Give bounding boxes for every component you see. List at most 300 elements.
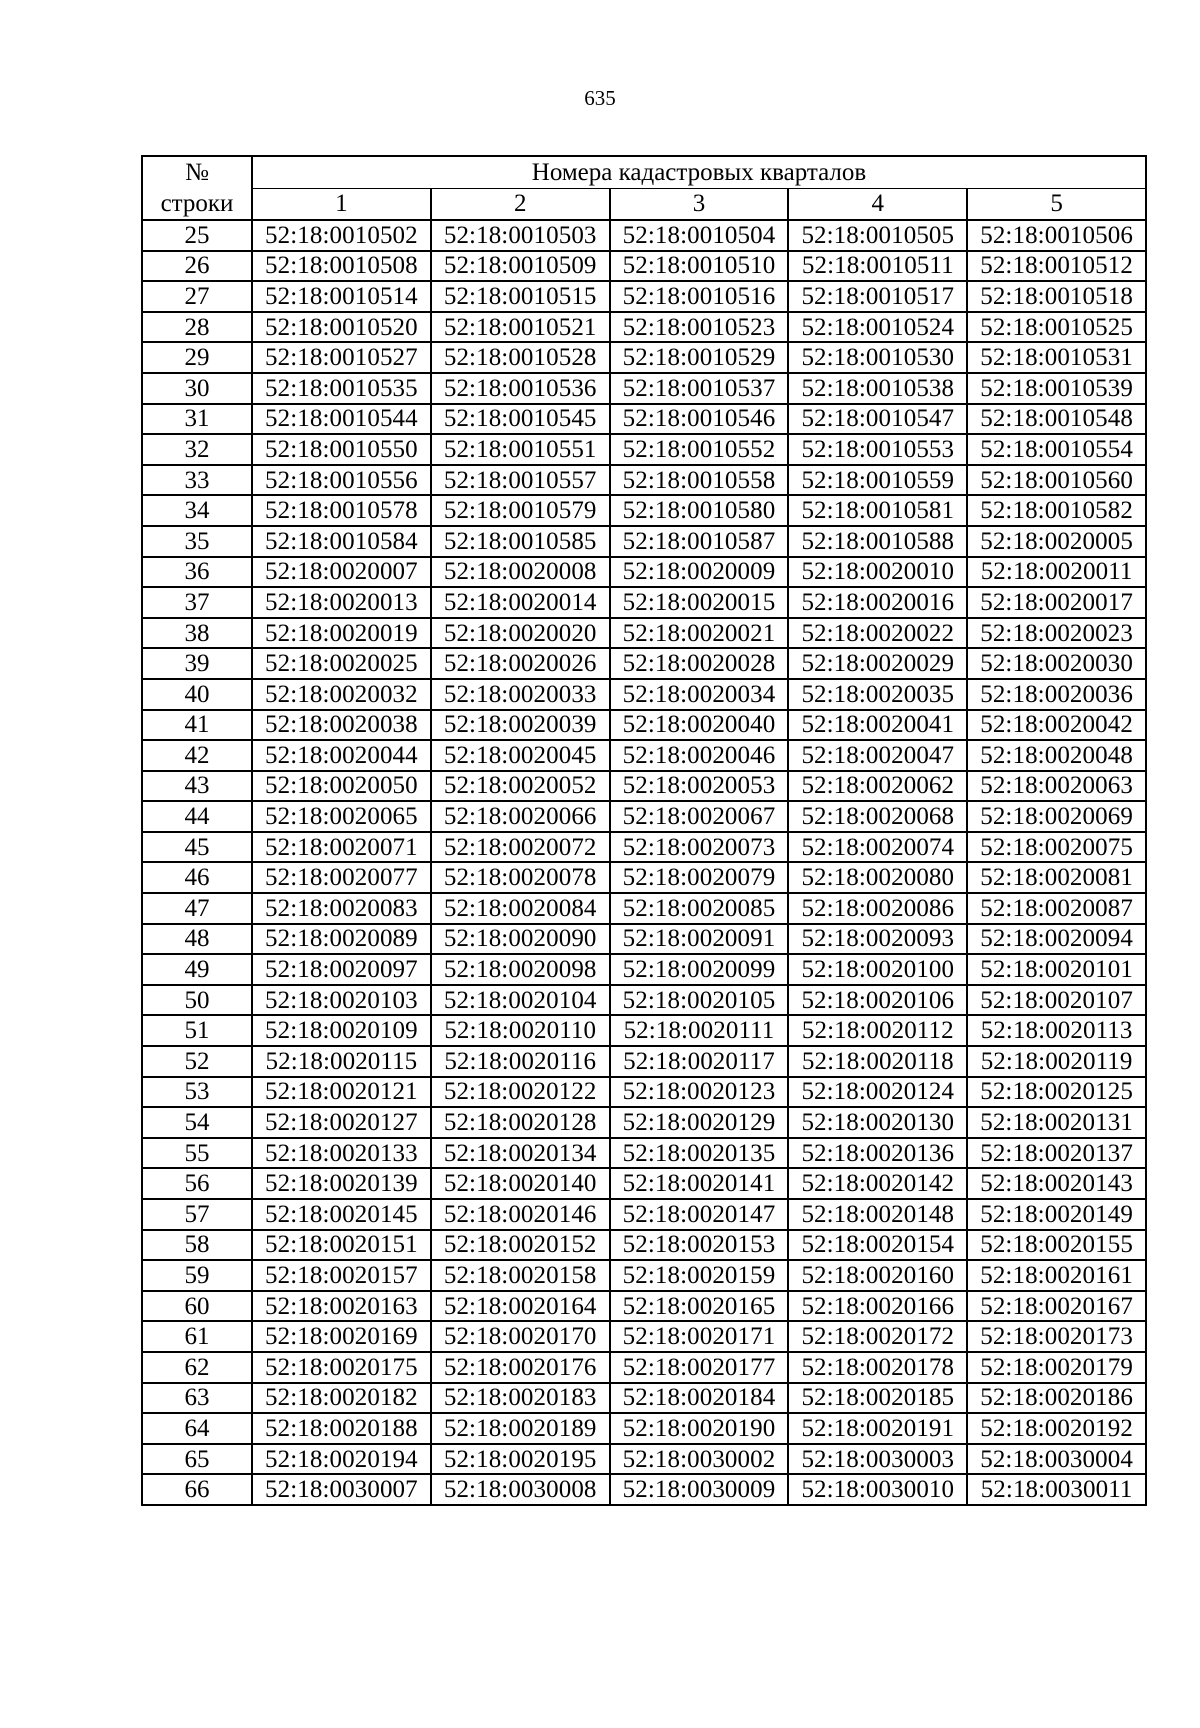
cadastral-number-cell: 52:18:0020080 xyxy=(788,862,967,893)
cadastral-number-cell: 52:18:0020195 xyxy=(431,1444,610,1475)
cadastral-number-cell: 52:18:0010579 xyxy=(431,495,610,526)
row-number-cell: 31 xyxy=(142,404,252,435)
cadastral-number-cell: 52:18:0030003 xyxy=(788,1444,967,1475)
table-row xyxy=(142,862,1146,893)
table-row xyxy=(142,801,1146,832)
cadastral-number-cell: 52:18:0020093 xyxy=(788,924,967,955)
cadastral-number-cell: 52:18:0020011 xyxy=(967,557,1146,588)
cadastral-number-cell: 52:18:0020130 xyxy=(788,1107,967,1138)
cadastral-number-cell: 52:18:0010525 xyxy=(967,312,1146,343)
cadastral-number-cell: 52:18:0020050 xyxy=(252,771,431,802)
cadastral-number-cell: 52:18:0010556 xyxy=(252,465,431,496)
table-row xyxy=(142,1444,1146,1475)
table-row xyxy=(142,1291,1146,1322)
table-row xyxy=(142,1230,1146,1261)
cadastral-number-cell: 52:18:0020101 xyxy=(967,954,1146,985)
cadastral-number-cell: 52:18:0020176 xyxy=(431,1352,610,1383)
table-row xyxy=(142,465,1146,496)
cadastral-number-cell: 52:18:0020142 xyxy=(788,1168,967,1199)
cadastral-number-cell: 52:18:0020089 xyxy=(252,924,431,955)
cadastral-number-cell: 52:18:0010505 xyxy=(788,220,967,251)
cadastral-number-cell: 52:18:0020086 xyxy=(788,893,967,924)
cadastral-number-cell: 52:18:0020023 xyxy=(967,618,1146,649)
table-header xyxy=(142,156,1146,220)
cadastral-number-cell: 52:18:0020170 xyxy=(431,1321,610,1352)
cadastral-number-cell: 52:18:0010553 xyxy=(788,434,967,465)
table-body xyxy=(142,220,1146,1505)
cadastral-number-cell: 52:18:0020014 xyxy=(431,587,610,618)
cadastral-number-cell: 52:18:0010517 xyxy=(788,281,967,312)
cadastral-number-cell: 52:18:0010508 xyxy=(252,251,431,282)
header-row-group xyxy=(142,156,1146,188)
cadastral-number-cell: 52:18:0010523 xyxy=(610,312,789,343)
cadastral-number-cell: 52:18:0020079 xyxy=(610,862,789,893)
row-number-header-label: строки xyxy=(142,188,252,220)
cadastral-number-cell: 52:18:0020029 xyxy=(788,648,967,679)
table-row xyxy=(142,434,1146,465)
cadastral-number-cell: 52:18:0020005 xyxy=(967,526,1146,557)
cadastral-number-cell: 52:18:0020016 xyxy=(788,587,967,618)
cadastral-number-cell: 52:18:0020073 xyxy=(610,832,789,863)
cadastral-number-cell: 52:18:0010511 xyxy=(788,251,967,282)
cadastral-number-cell: 52:18:0020030 xyxy=(967,648,1146,679)
row-number-cell: 45 xyxy=(142,832,252,863)
cadastral-number-cell: 52:18:0020119 xyxy=(967,1046,1146,1077)
cadastral-number-cell: 52:18:0030002 xyxy=(610,1444,789,1475)
cadastral-number-cell: 52:18:0020087 xyxy=(967,893,1146,924)
row-number-cell: 32 xyxy=(142,434,252,465)
row-number-cell: 46 xyxy=(142,862,252,893)
cadastral-number-cell: 52:18:0020140 xyxy=(431,1168,610,1199)
cadastral-number-cell: 52:18:0020159 xyxy=(610,1260,789,1291)
cadastral-number-cell: 52:18:0010588 xyxy=(788,526,967,557)
table-row xyxy=(142,740,1146,771)
cadastral-number-cell: 52:18:0020038 xyxy=(252,710,431,741)
cadastral-number-cell: 52:18:0010536 xyxy=(431,373,610,404)
table-row xyxy=(142,1138,1146,1169)
cadastral-number-cell: 52:18:0010520 xyxy=(252,312,431,343)
cadastral-number-cell: 52:18:0020034 xyxy=(610,679,789,710)
cadastral-number-cell: 52:18:0020090 xyxy=(431,924,610,955)
cadastral-numbers-header: Номера кадастровых кварталов xyxy=(252,156,1146,188)
cadastral-number-cell: 52:18:0020192 xyxy=(967,1413,1146,1444)
row-number-cell: 35 xyxy=(142,526,252,557)
cadastral-number-cell: 52:18:0020009 xyxy=(610,557,789,588)
cadastral-number-cell: 52:18:0010516 xyxy=(610,281,789,312)
cadastral-number-cell: 52:18:0020154 xyxy=(788,1230,967,1261)
row-number-cell: 40 xyxy=(142,679,252,710)
table-row xyxy=(142,1260,1146,1291)
cadastral-number-cell: 52:18:0020053 xyxy=(610,771,789,802)
cadastral-number-cell: 52:18:0020036 xyxy=(967,679,1146,710)
cadastral-number-cell: 52:18:0020173 xyxy=(967,1321,1146,1352)
cadastral-number-cell: 52:18:0020128 xyxy=(431,1107,610,1138)
table-row xyxy=(142,832,1146,863)
cadastral-number-cell: 52:18:0020077 xyxy=(252,862,431,893)
cadastral-number-cell: 52:18:0020179 xyxy=(967,1352,1146,1383)
cadastral-number-cell: 52:18:0020118 xyxy=(788,1046,967,1077)
cadastral-number-cell: 52:18:0010502 xyxy=(252,220,431,251)
cadastral-number-cell: 52:18:0020007 xyxy=(252,557,431,588)
row-number-cell: 66 xyxy=(142,1474,252,1505)
cadastral-number-cell: 52:18:0020143 xyxy=(967,1168,1146,1199)
table-row xyxy=(142,1383,1146,1414)
cadastral-number-cell: 52:18:0020182 xyxy=(252,1383,431,1414)
cadastral-number-cell: 52:18:0020066 xyxy=(431,801,610,832)
cadastral-number-cell: 52:18:0020171 xyxy=(610,1321,789,1352)
cadastral-number-cell: 52:18:0020158 xyxy=(431,1260,610,1291)
cadastral-number-cell: 52:18:0010552 xyxy=(610,434,789,465)
row-number-cell: 42 xyxy=(142,740,252,771)
cadastral-number-cell: 52:18:0020010 xyxy=(788,557,967,588)
cadastral-number-cell: 52:18:0020117 xyxy=(610,1046,789,1077)
cadastral-number-cell: 52:18:0010509 xyxy=(431,251,610,282)
table-row xyxy=(142,587,1146,618)
table-row xyxy=(142,557,1146,588)
cadastral-number-cell: 52:18:0010503 xyxy=(431,220,610,251)
cadastral-number-cell: 52:18:0020160 xyxy=(788,1260,967,1291)
row-number-cell: 65 xyxy=(142,1444,252,1475)
cadastral-number-cell: 52:18:0010544 xyxy=(252,404,431,435)
cadastral-number-cell: 52:18:0020042 xyxy=(967,710,1146,741)
cadastral-number-cell: 52:18:0020112 xyxy=(788,1015,967,1046)
cadastral-number-cell: 52:18:0020116 xyxy=(431,1046,610,1077)
table-row xyxy=(142,1321,1146,1352)
cadastral-number-cell: 52:18:0020097 xyxy=(252,954,431,985)
cadastral-number-cell: 52:18:0010580 xyxy=(610,495,789,526)
cadastral-number-cell: 52:18:0020137 xyxy=(967,1138,1146,1169)
cadastral-number-cell: 52:18:0020063 xyxy=(967,771,1146,802)
cadastral-number-cell: 52:18:0020172 xyxy=(788,1321,967,1352)
cadastral-number-cell: 52:18:0020078 xyxy=(431,862,610,893)
cadastral-number-cell: 52:18:0030004 xyxy=(967,1444,1146,1475)
cadastral-number-cell: 52:18:0020046 xyxy=(610,740,789,771)
table-row xyxy=(142,373,1146,404)
cadastral-number-cell: 52:18:0020136 xyxy=(788,1138,967,1169)
table-row xyxy=(142,771,1146,802)
cadastral-number-cell: 52:18:0020020 xyxy=(431,618,610,649)
cadastral-quarters-table xyxy=(141,155,1147,1506)
table-row xyxy=(142,1474,1146,1505)
cadastral-number-cell: 52:18:0010510 xyxy=(610,251,789,282)
cadastral-number-cell: 52:18:0020047 xyxy=(788,740,967,771)
row-number-cell: 41 xyxy=(142,710,252,741)
row-number-cell: 44 xyxy=(142,801,252,832)
row-number-cell: 53 xyxy=(142,1077,252,1108)
cadastral-number-cell: 52:18:0020147 xyxy=(610,1199,789,1230)
cadastral-number-cell: 52:18:0010538 xyxy=(788,373,967,404)
row-number-cell: 56 xyxy=(142,1168,252,1199)
cadastral-number-cell: 52:18:0020074 xyxy=(788,832,967,863)
cadastral-number-cell: 52:18:0020149 xyxy=(967,1199,1146,1230)
column-header-4: 4 xyxy=(788,188,967,220)
table-row xyxy=(142,526,1146,557)
row-number-cell: 64 xyxy=(142,1413,252,1444)
table-row xyxy=(142,618,1146,649)
cadastral-number-cell: 52:18:0020185 xyxy=(788,1383,967,1414)
cadastral-number-cell: 52:18:0010524 xyxy=(788,312,967,343)
row-number-cell: 38 xyxy=(142,618,252,649)
cadastral-number-cell: 52:18:0020184 xyxy=(610,1383,789,1414)
table-row xyxy=(142,404,1146,435)
cadastral-number-cell: 52:18:0010506 xyxy=(967,220,1146,251)
cadastral-number-cell: 52:18:0030009 xyxy=(610,1474,789,1505)
cadastral-number-cell: 52:18:0030008 xyxy=(431,1474,610,1505)
table-row xyxy=(142,1015,1146,1046)
row-number-cell: 43 xyxy=(142,771,252,802)
cadastral-number-cell: 52:18:0010547 xyxy=(788,404,967,435)
cadastral-number-cell: 52:18:0020084 xyxy=(431,893,610,924)
row-number-cell: 58 xyxy=(142,1230,252,1261)
row-number-header: № xyxy=(142,156,252,188)
row-number-cell: 54 xyxy=(142,1107,252,1138)
cadastral-number-cell: 52:18:0020041 xyxy=(788,710,967,741)
table-row xyxy=(142,1199,1146,1230)
cadastral-number-cell: 52:18:0010539 xyxy=(967,373,1146,404)
cadastral-number-cell: 52:18:0020190 xyxy=(610,1413,789,1444)
column-header-5: 5 xyxy=(967,188,1146,220)
cadastral-number-cell: 52:18:0020133 xyxy=(252,1138,431,1169)
cadastral-number-cell: 52:18:0030010 xyxy=(788,1474,967,1505)
row-number-cell: 61 xyxy=(142,1321,252,1352)
cadastral-number-cell: 52:18:0020021 xyxy=(610,618,789,649)
table-row xyxy=(142,1107,1146,1138)
cadastral-number-cell: 52:18:0020165 xyxy=(610,1291,789,1322)
cadastral-number-cell: 52:18:0010584 xyxy=(252,526,431,557)
cadastral-number-cell: 52:18:0020129 xyxy=(610,1107,789,1138)
cadastral-number-cell: 52:18:0020028 xyxy=(610,648,789,679)
cadastral-number-cell: 52:18:0020121 xyxy=(252,1077,431,1108)
table-row xyxy=(142,1046,1146,1077)
row-number-cell: 39 xyxy=(142,648,252,679)
row-number-cell: 25 xyxy=(142,220,252,251)
row-number-cell: 33 xyxy=(142,465,252,496)
header-row-columns xyxy=(142,188,1146,220)
cadastral-number-cell: 52:18:0020068 xyxy=(788,801,967,832)
cadastral-number-cell: 52:18:0020069 xyxy=(967,801,1146,832)
table-row xyxy=(142,1077,1146,1108)
cadastral-number-cell: 52:18:0010528 xyxy=(431,342,610,373)
cadastral-number-cell: 52:18:0020104 xyxy=(431,985,610,1016)
cadastral-number-cell: 52:18:0020085 xyxy=(610,893,789,924)
cadastral-number-cell: 52:18:0020109 xyxy=(252,1015,431,1046)
cadastral-number-cell: 52:18:0020040 xyxy=(610,710,789,741)
row-number-cell: 59 xyxy=(142,1260,252,1291)
cadastral-number-cell: 52:18:0010527 xyxy=(252,342,431,373)
cadastral-number-cell: 52:18:0020189 xyxy=(431,1413,610,1444)
table-row xyxy=(142,893,1146,924)
row-number-cell: 34 xyxy=(142,495,252,526)
cadastral-number-cell: 52:18:0020100 xyxy=(788,954,967,985)
cadastral-number-cell: 52:18:0010582 xyxy=(967,495,1146,526)
cadastral-number-cell: 52:18:0030007 xyxy=(252,1474,431,1505)
cadastral-number-cell: 52:18:0020106 xyxy=(788,985,967,1016)
cadastral-number-cell: 52:18:0020113 xyxy=(967,1015,1146,1046)
cadastral-number-cell: 52:18:0010585 xyxy=(431,526,610,557)
column-header-2: 2 xyxy=(431,188,610,220)
cadastral-number-cell: 52:18:0010554 xyxy=(967,434,1146,465)
table-row xyxy=(142,251,1146,282)
cadastral-number-cell: 52:18:0020032 xyxy=(252,679,431,710)
table-row xyxy=(142,1168,1146,1199)
cadastral-number-cell: 52:18:0020151 xyxy=(252,1230,431,1261)
cadastral-number-cell: 52:18:0020178 xyxy=(788,1352,967,1383)
row-number-cell: 47 xyxy=(142,893,252,924)
cadastral-number-cell: 52:18:0010515 xyxy=(431,281,610,312)
row-number-cell: 51 xyxy=(142,1015,252,1046)
cadastral-number-cell: 52:18:0010559 xyxy=(788,465,967,496)
row-number-cell: 29 xyxy=(142,342,252,373)
page-number: 635 xyxy=(584,86,616,110)
cadastral-number-cell: 52:18:0020188 xyxy=(252,1413,431,1444)
cadastral-number-cell: 52:18:0020167 xyxy=(967,1291,1146,1322)
table-row xyxy=(142,1352,1146,1383)
cadastral-number-cell: 52:18:0020115 xyxy=(252,1046,431,1077)
cadastral-number-cell: 52:18:0020081 xyxy=(967,862,1146,893)
cadastral-number-cell: 52:18:0020052 xyxy=(431,771,610,802)
row-number-cell: 62 xyxy=(142,1352,252,1383)
table-row xyxy=(142,1413,1146,1444)
cadastral-number-cell: 52:18:0020045 xyxy=(431,740,610,771)
cadastral-number-cell: 52:18:0020131 xyxy=(967,1107,1146,1138)
cadastral-number-cell: 52:18:0020008 xyxy=(431,557,610,588)
cadastral-number-cell: 52:18:0020135 xyxy=(610,1138,789,1169)
row-number-cell: 37 xyxy=(142,587,252,618)
cadastral-number-cell: 52:18:0020071 xyxy=(252,832,431,863)
column-header-1: 1 xyxy=(252,188,431,220)
cadastral-number-cell: 52:18:0020194 xyxy=(252,1444,431,1475)
table-row xyxy=(142,924,1146,955)
cadastral-number-cell: 52:18:0020075 xyxy=(967,832,1146,863)
cadastral-number-cell: 52:18:0010551 xyxy=(431,434,610,465)
row-number-cell: 27 xyxy=(142,281,252,312)
cadastral-number-cell: 52:18:0020161 xyxy=(967,1260,1146,1291)
cadastral-number-cell: 52:18:0020025 xyxy=(252,648,431,679)
table-row xyxy=(142,281,1146,312)
table-row xyxy=(142,495,1146,526)
cadastral-number-cell: 52:18:0020048 xyxy=(967,740,1146,771)
cadastral-number-cell: 52:18:0020148 xyxy=(788,1199,967,1230)
row-number-cell: 50 xyxy=(142,985,252,1016)
table-row xyxy=(142,342,1146,373)
cadastral-number-cell: 52:18:0020107 xyxy=(967,985,1146,1016)
cadastral-number-cell: 52:18:0020134 xyxy=(431,1138,610,1169)
cadastral-number-cell: 52:18:0010578 xyxy=(252,495,431,526)
cadastral-number-cell: 52:18:0010581 xyxy=(788,495,967,526)
cadastral-number-cell: 52:18:0020105 xyxy=(610,985,789,1016)
cadastral-number-cell: 52:18:0020091 xyxy=(610,924,789,955)
cadastral-number-cell: 52:18:0010550 xyxy=(252,434,431,465)
row-number-cell: 60 xyxy=(142,1291,252,1322)
cadastral-number-cell: 52:18:0020072 xyxy=(431,832,610,863)
cadastral-number-cell: 52:18:0020169 xyxy=(252,1321,431,1352)
cadastral-number-cell: 52:18:0010545 xyxy=(431,404,610,435)
row-number-cell: 26 xyxy=(142,251,252,282)
cadastral-number-cell: 52:18:0010512 xyxy=(967,251,1146,282)
cadastral-number-cell: 52:18:0020139 xyxy=(252,1168,431,1199)
cadastral-number-cell: 52:18:0010557 xyxy=(431,465,610,496)
cadastral-number-cell: 52:18:0020098 xyxy=(431,954,610,985)
cadastral-number-cell: 52:18:0020015 xyxy=(610,587,789,618)
cadastral-number-cell: 52:18:0010587 xyxy=(610,526,789,557)
cadastral-number-cell: 52:18:0010531 xyxy=(967,342,1146,373)
cadastral-number-cell: 52:18:0010518 xyxy=(967,281,1146,312)
table-row xyxy=(142,312,1146,343)
cadastral-number-cell: 52:18:0020033 xyxy=(431,679,610,710)
cadastral-number-cell: 52:18:0020026 xyxy=(431,648,610,679)
cadastral-number-cell: 52:18:0020152 xyxy=(431,1230,610,1261)
cadastral-number-cell: 52:18:0020141 xyxy=(610,1168,789,1199)
cadastral-number-cell: 52:18:0020145 xyxy=(252,1199,431,1230)
cadastral-number-cell: 52:18:0020175 xyxy=(252,1352,431,1383)
table-row xyxy=(142,220,1146,251)
cadastral-number-cell: 52:18:0020164 xyxy=(431,1291,610,1322)
cadastral-number-cell: 52:18:0020163 xyxy=(252,1291,431,1322)
cadastral-number-cell: 52:18:0020122 xyxy=(431,1077,610,1108)
cadastral-number-cell: 52:18:0020166 xyxy=(788,1291,967,1322)
table-row xyxy=(142,679,1146,710)
cadastral-number-cell: 52:18:0020039 xyxy=(431,710,610,741)
row-number-cell: 57 xyxy=(142,1199,252,1230)
row-number-cell: 36 xyxy=(142,557,252,588)
table-row xyxy=(142,985,1146,1016)
cadastral-number-cell: 52:18:0020103 xyxy=(252,985,431,1016)
row-number-cell: 55 xyxy=(142,1138,252,1169)
cadastral-number-cell: 52:18:0020110 xyxy=(431,1015,610,1046)
cadastral-number-cell: 52:18:0020157 xyxy=(252,1260,431,1291)
table-row xyxy=(142,648,1146,679)
cadastral-number-cell: 52:18:0020044 xyxy=(252,740,431,771)
cadastral-number-cell: 52:18:0020146 xyxy=(431,1199,610,1230)
cadastral-number-cell: 52:18:0020035 xyxy=(788,679,967,710)
row-number-cell: 30 xyxy=(142,373,252,404)
cadastral-number-cell: 52:18:0020022 xyxy=(788,618,967,649)
cadastral-number-cell: 52:18:0020065 xyxy=(252,801,431,832)
cadastral-number-cell: 52:18:0020083 xyxy=(252,893,431,924)
cadastral-number-cell: 52:18:0020186 xyxy=(967,1383,1146,1414)
cadastral-number-cell: 52:18:0010548 xyxy=(967,404,1146,435)
cadastral-number-cell: 52:18:0020099 xyxy=(610,954,789,985)
cadastral-number-cell: 52:18:0020191 xyxy=(788,1413,967,1444)
cadastral-number-cell: 52:18:0020183 xyxy=(431,1383,610,1414)
row-number-cell: 28 xyxy=(142,312,252,343)
cadastral-number-cell: 52:18:0010558 xyxy=(610,465,789,496)
table-row xyxy=(142,710,1146,741)
cadastral-number-cell: 52:18:0030011 xyxy=(967,1474,1146,1505)
cadastral-number-cell: 52:18:0010535 xyxy=(252,373,431,404)
column-header-3: 3 xyxy=(610,188,789,220)
cadastral-number-cell: 52:18:0020017 xyxy=(967,587,1146,618)
cadastral-number-cell: 52:18:0020062 xyxy=(788,771,967,802)
cadastral-number-cell: 52:18:0020013 xyxy=(252,587,431,618)
table-row xyxy=(142,954,1146,985)
cadastral-number-cell: 52:18:0010521 xyxy=(431,312,610,343)
row-number-cell: 49 xyxy=(142,954,252,985)
cadastral-number-cell: 52:18:0010514 xyxy=(252,281,431,312)
row-number-cell: 48 xyxy=(142,924,252,955)
cadastral-number-cell: 52:18:0020019 xyxy=(252,618,431,649)
cadastral-number-cell: 52:18:0020094 xyxy=(967,924,1146,955)
cadastral-number-cell: 52:18:0010537 xyxy=(610,373,789,404)
row-number-cell: 63 xyxy=(142,1383,252,1414)
cadastral-number-cell: 52:18:0020177 xyxy=(610,1352,789,1383)
cadastral-number-cell: 52:18:0020067 xyxy=(610,801,789,832)
row-number-cell: 52 xyxy=(142,1046,252,1077)
cadastral-number-cell: 52:18:0020123 xyxy=(610,1077,789,1108)
cadastral-number-cell: 52:18:0010529 xyxy=(610,342,789,373)
cadastral-number-cell: 52:18:0010560 xyxy=(967,465,1146,496)
cadastral-number-cell: 52:18:0010546 xyxy=(610,404,789,435)
